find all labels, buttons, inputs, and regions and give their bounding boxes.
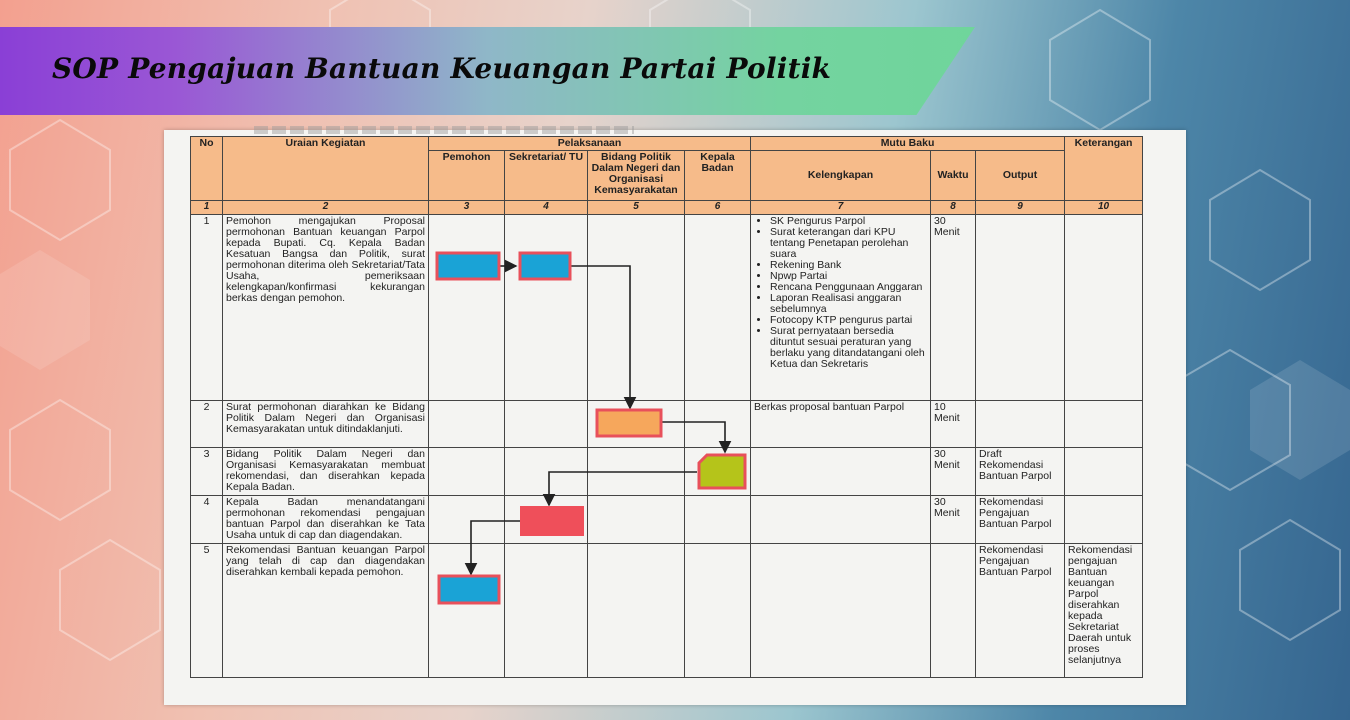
header-kelengkapan: Kelengkapan — [751, 151, 931, 201]
col-number: 4 — [505, 201, 588, 215]
lane-sekretariat — [505, 543, 588, 677]
list-item: • Npwp Partai — [770, 271, 927, 282]
list-item: • Laporan Realisasi anggaran sebelumnya — [770, 293, 927, 315]
lane-bidang — [588, 214, 685, 400]
header-waktu: Waktu — [931, 151, 976, 201]
lane-pemohon — [429, 495, 505, 543]
row-keterangan — [1065, 447, 1143, 495]
row-uraian: Pemohon mengajukan Proposal permohonan Bantuan keuangan Parpol kepada Bupati. Cq. Kepala Badan Kesatuan Bangsa dan Politik, surat permohonan diterima oleh Sekretariat/Tata Usaha, pemeriksaan kelengkapan/konfirmasi kekurangan berkas dengan pemohon. — [223, 214, 429, 400]
col-number: 9 — [976, 201, 1065, 215]
list-item: • Surat keterangan dari KPU tentang Penetapan perolehan suara — [770, 227, 927, 260]
row-keterangan — [1065, 495, 1143, 543]
row-waktu: 30 Menit — [931, 447, 976, 495]
row-output — [976, 214, 1065, 400]
row-number: 5 — [191, 543, 223, 677]
lane-kepala-badan — [685, 400, 751, 447]
table-row — [191, 214, 1143, 400]
header-keterangan: Keterangan — [1065, 137, 1143, 201]
document-cut-off-heading — [254, 126, 634, 134]
lane-sekretariat — [505, 495, 588, 543]
row-waktu: 10 Menit — [931, 400, 976, 447]
row-number: 3 — [191, 447, 223, 495]
col-number: 10 — [1065, 201, 1143, 215]
row-number: 4 — [191, 495, 223, 543]
col-number: 5 — [588, 201, 685, 215]
lane-bidang — [588, 495, 685, 543]
col-number: 3 — [429, 201, 505, 215]
lane-kepala-badan — [685, 214, 751, 400]
lane-sekretariat — [505, 214, 588, 400]
row-kelengkapan — [751, 214, 931, 400]
sop-table — [190, 136, 1143, 678]
header-uraian: Uraian Kegiatan — [223, 137, 429, 201]
row-uraian: Rekomendasi Bantuan keuangan Parpol yang telah di cap dan diagendakan diserahkan kembali kepada pemohon. — [223, 543, 429, 677]
col-number: 8 — [931, 201, 976, 215]
table-row — [191, 543, 1143, 677]
list-item: • Surat pernyataan bersedia dituntut sesuai peraturan yang berlaku yang ditandatangani oleh Ketua dan Sekretaris — [770, 326, 927, 370]
row-kelengkapan: Berkas proposal bantuan Parpol — [751, 400, 931, 447]
table-row — [191, 447, 1143, 495]
header-pelaksanaan: Pelaksanaan — [429, 137, 751, 151]
row-uraian: Surat permohonan diarahkan ke Bidang Politik Dalam Negeri dan Organisasi Kemasyarakatan untuk ditindaklanjuti. — [223, 400, 429, 447]
lane-pemohon — [429, 447, 505, 495]
lane-bidang — [588, 400, 685, 447]
list-item: • SK Pengurus Parpol — [770, 216, 927, 227]
list-item: • Rencana Penggunaan Anggaran — [770, 282, 927, 293]
header-kepala-badan: Kepala Badan — [685, 151, 751, 201]
col-number: 1 — [191, 201, 223, 215]
lane-kepala-badan — [685, 543, 751, 677]
col-number: 6 — [685, 201, 751, 215]
row-output: Rekomendasi Pengajuan Bantuan Parpol — [976, 543, 1065, 677]
row-output — [976, 400, 1065, 447]
row-kelengkapan — [751, 447, 931, 495]
header-sekretariat: Sekretariat/ TU — [505, 151, 588, 201]
header-no: No — [191, 137, 223, 201]
lane-pemohon — [429, 214, 505, 400]
row-output: Rekomendasi Pengajuan Bantuan Parpol — [976, 495, 1065, 543]
kelengkapan-list — [754, 216, 927, 370]
lane-bidang — [588, 543, 685, 677]
list-item: • Rekening Bank — [770, 260, 927, 271]
table-row — [191, 495, 1143, 543]
row-kelengkapan — [751, 495, 931, 543]
row-keterangan — [1065, 400, 1143, 447]
col-number: 2 — [223, 201, 429, 215]
row-keterangan — [1065, 214, 1143, 400]
row-number: 1 — [191, 214, 223, 400]
header-mutu-baku: Mutu Baku — [751, 137, 1065, 151]
sop-document — [164, 130, 1186, 705]
lane-sekretariat — [505, 400, 588, 447]
lane-pemohon — [429, 543, 505, 677]
lane-bidang — [588, 447, 685, 495]
lane-kepala-badan — [685, 495, 751, 543]
header-bidang: Bidang Politik Dalam Negeri dan Organisasi Kemasyarakatan — [588, 151, 685, 201]
row-waktu: 30 Menit — [931, 495, 976, 543]
row-waktu: 30 Menit — [931, 214, 976, 400]
column-number-row — [191, 201, 1143, 215]
lane-kepala-badan — [685, 447, 751, 495]
row-uraian: Bidang Politik Dalam Negeri dan Organisasi Kemasyarakatan membuat rekomendasi, dan diserahkan kepada Kepala Badan. — [223, 447, 429, 495]
lane-sekretariat — [505, 447, 588, 495]
row-keterangan: Rekomendasi pengajuan Bantuan keuangan Parpol diserahkan kepada Sekretariat Daerah untuk proses selanjutnya — [1065, 543, 1143, 677]
row-uraian: Kepala Badan menandatangani permohonan rekomendasi pengajuan bantuan Parpol dan diserahkan ke Tata Usaha untuk di cap dan diagendakan. — [223, 495, 429, 543]
header-pemohon: Pemohon — [429, 151, 505, 201]
row-kelengkapan — [751, 543, 931, 677]
row-number: 2 — [191, 400, 223, 447]
list-item: • Fotocopy KTP pengurus partai — [770, 315, 927, 326]
row-output: Draft Rekomendasi Bantuan Parpol — [976, 447, 1065, 495]
row-waktu — [931, 543, 976, 677]
header-output: Output — [976, 151, 1065, 201]
page-title: SOP Pengajuan Bantuan Keuangan Partai Politik — [52, 52, 832, 85]
table-row — [191, 400, 1143, 447]
col-number: 7 — [751, 201, 931, 215]
lane-pemohon — [429, 400, 505, 447]
